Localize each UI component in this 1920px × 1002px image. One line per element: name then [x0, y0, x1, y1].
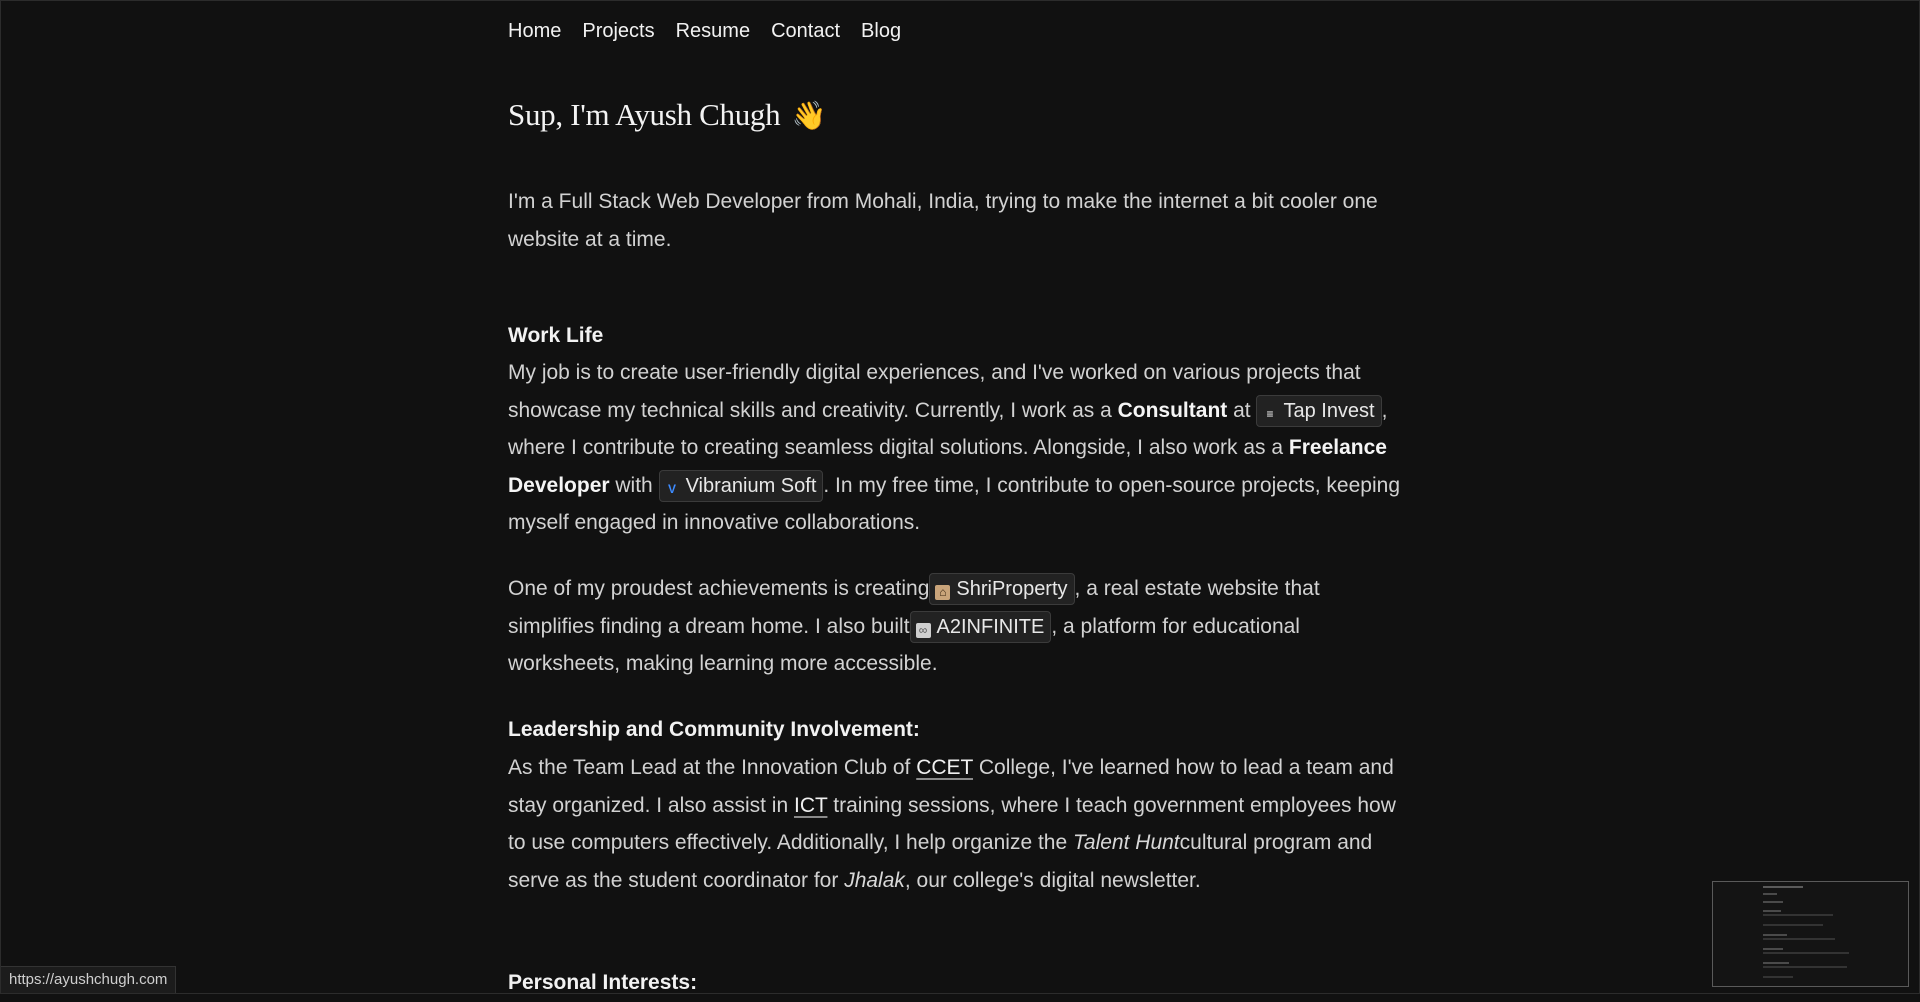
tap-invest-logo-icon: ≡	[1266, 406, 1274, 421]
minimap-line	[1763, 966, 1847, 968]
ach-text-1: One of my proudest achievements is creating	[508, 577, 930, 600]
a2infinite-label: A2INFINITE	[936, 615, 1045, 638]
minimap-line	[1763, 886, 1803, 888]
minimap-line	[1763, 901, 1783, 903]
vibranium-soft-label: Vibranium Soft	[685, 474, 817, 497]
minimap-line	[1763, 934, 1787, 936]
lead-text-5: , our college's digital newsletter.	[904, 868, 1201, 892]
minimap-line	[1763, 976, 1793, 978]
role-freelance: Freelance Developer	[508, 436, 1387, 497]
work-text-2: at	[1227, 398, 1257, 422]
ccet-link[interactable]: CCET	[916, 756, 974, 779]
minimap-line	[1763, 938, 1835, 940]
page-minimap[interactable]	[1712, 881, 1909, 987]
leadership-paragraph	[508, 749, 1408, 899]
nav-projects-link[interactable]: Projects	[582, 20, 655, 42]
minimap-line	[1763, 948, 1783, 950]
shriproperty-link[interactable]	[929, 573, 1074, 605]
minimap-line	[1763, 893, 1777, 895]
role-consultant: Consultant	[1117, 398, 1228, 422]
lead-text-4: cultural program and serve as the student coordinator for	[508, 831, 1373, 892]
minimap-line	[1763, 914, 1833, 916]
minimap-line	[1763, 924, 1823, 926]
work-life-paragraph	[508, 354, 1408, 542]
nav-blog-link[interactable]: Blog	[861, 20, 902, 42]
work-life-heading: Work Life	[508, 324, 604, 347]
vibranium-logo-icon: V	[668, 481, 677, 496]
talent-hunt-text: Talent Hunt	[1073, 831, 1180, 855]
ict-link[interactable]: ICT	[793, 793, 828, 817]
intro-paragraph: I'm a Full Stack Web Developer from Mohali, India, trying to make the internet a bit cooler one website at a time.	[508, 190, 1378, 251]
vibranium-soft-link[interactable]	[659, 470, 824, 502]
work-text-1: My job is to create user-friendly digital experiences, and I've worked on various projects that showcase my technical skills and creativity. Currently, I work as a	[508, 361, 1361, 422]
minimap-line	[1763, 910, 1781, 912]
tap-invest-label: Tap Invest	[1283, 399, 1375, 422]
personal-interests-heading: Personal Interests:	[508, 971, 698, 994]
status-bar-url: https://ayushchugh.com	[1, 966, 176, 993]
nav-home-link[interactable]: Home	[508, 20, 562, 42]
a2infinite-logo-icon: ∞	[916, 623, 931, 638]
lead-text-1: As the Team Lead at the Innovation Club of	[508, 756, 917, 779]
shriproperty-label: ShriProperty	[956, 578, 1068, 600]
ach-text-3: , a platform for educational worksheets, making learning more accessible.	[508, 614, 1300, 676]
leadership-heading: Leadership and Community Involvement:	[508, 718, 920, 741]
nav-resume-link[interactable]: Resume	[675, 20, 751, 42]
lead-text-3: training sessions, where I teach government employees how to use computers effectively. Additionally, I help organize the	[508, 793, 1396, 855]
work-text-3: , where I contribute to creating seamless digital solutions. Alongside, I also work as a	[508, 398, 1388, 460]
tap-invest-link[interactable]	[1256, 395, 1381, 427]
work-text-5: . In my free time, I contribute to open-source projects, keeping myself engaged in innovative collaborations.	[508, 473, 1400, 535]
lead-text-2: College, I've learned how to lead a team and stay organized. I also assist in	[508, 756, 1394, 817]
work-text-4: with	[609, 473, 659, 497]
waving-hand-icon: 👋	[791, 101, 827, 132]
minimap-line	[1763, 952, 1849, 954]
ach-text-2: , a real estate website that simplifies finding a dream home. I also built	[508, 577, 1320, 638]
page-title-text: Sup, I'm Ayush Chugh	[508, 97, 781, 132]
top-nav	[508, 19, 901, 43]
page-title	[508, 97, 826, 133]
house-icon: ⌂	[935, 585, 950, 600]
nav-contact-link[interactable]: Contact	[771, 20, 841, 42]
jhalak-text: Jhalak	[844, 868, 905, 892]
achievements-paragraph	[508, 570, 1408, 683]
a2infinite-link[interactable]	[910, 611, 1052, 643]
minimap-line	[1763, 962, 1789, 964]
